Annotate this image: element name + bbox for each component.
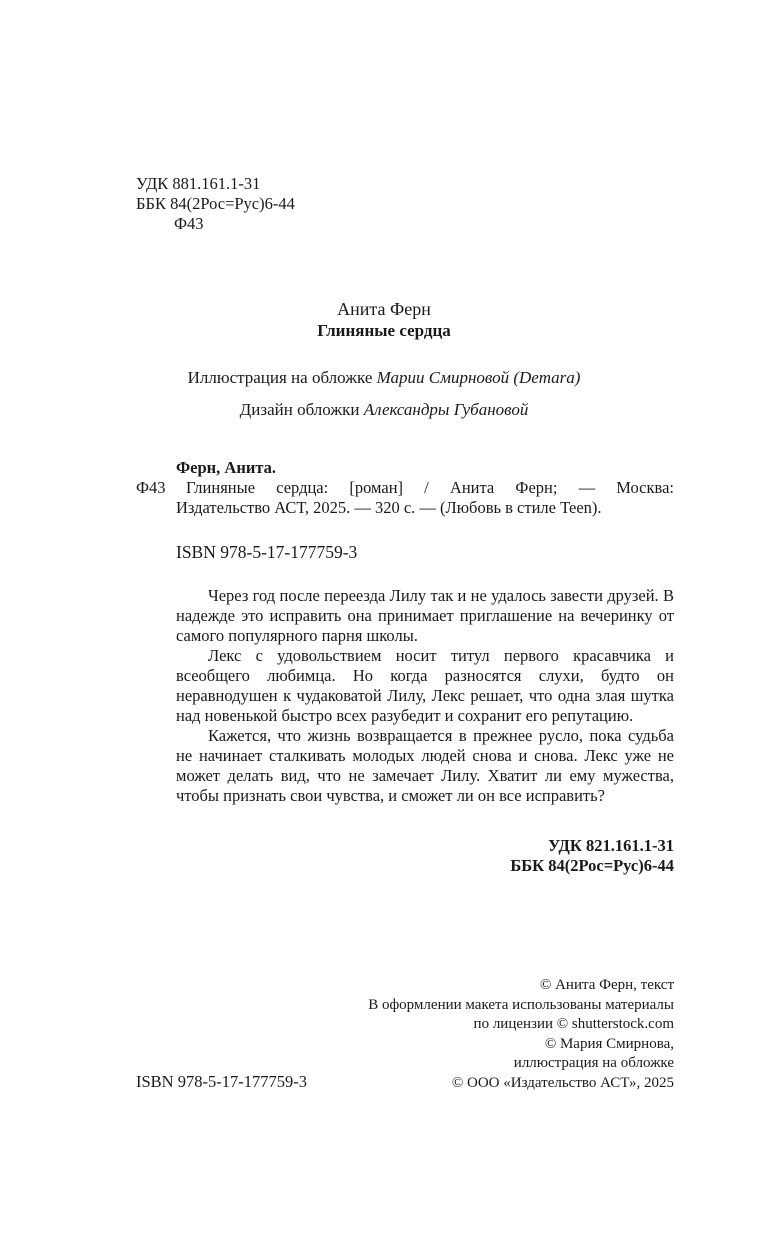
- illustrator-name: Марии Смирновой (Demara): [376, 368, 581, 387]
- copyright-line: по лицензии © shutterstock.com: [473, 1016, 674, 1032]
- copyright-line: иллюстрация на обложке: [513, 1055, 674, 1071]
- classification-bold: [176, 836, 674, 876]
- copyright-block: [300, 976, 674, 1093]
- udk-code-bold: УДК 821.161.1-31: [548, 836, 674, 855]
- catalog-sign: Ф43: [136, 478, 166, 497]
- annotation-paragraph: Через год после переезда Лилу так и не удалось завести друзей. В надежде это исправить она принимает приглашение на вечеринку от самого популярного парня школы.: [176, 586, 674, 645]
- catalog-line-1: Глиняные сердца: [роман] / Анита Ферн; — Москва:: [186, 478, 674, 497]
- design-label: Дизайн обложки: [239, 400, 364, 419]
- illustration-credit: [0, 368, 768, 388]
- copyright-line: © ООО «Издательство АСТ», 2025: [451, 1074, 674, 1091]
- designer-name: Александры Губановой: [363, 400, 529, 419]
- copyright-line: © Анита Ферн, текст: [539, 977, 674, 993]
- udk-code: УДК 881.161.1-31: [136, 174, 261, 193]
- catalog-line-2: Издательство АСТ, 2025. — 320 с. — (Любовь в стиле Teen).: [176, 498, 602, 517]
- catalog-isbn: ISBN 978-5-17-177759-3: [176, 542, 358, 562]
- author-sign: Ф43: [174, 214, 204, 233]
- copyright-line: В оформлении макета использованы материалы: [368, 996, 674, 1013]
- catalog-heading: Ферн, Анита.: [176, 458, 277, 477]
- copyright-line: © Мария Смирнова,: [544, 1035, 674, 1052]
- illustration-label: Иллюстрация на обложке: [187, 368, 377, 387]
- bbk-code-bold: ББК 84(2Рос=Рус)6-44: [510, 856, 674, 875]
- classification-block: [136, 174, 295, 234]
- annotation-paragraph: Лекс с удовольствием носит титул первого красавчика и всеобщего любимца. Но когда разносятся слухи, будто он неравнодушен к чудаковатой Лилу, Лекс решает, что одна злая шутка над новенькой быстро всех разубедит и сохранит его репутацию.: [176, 646, 674, 725]
- author-name: Анита Ферн: [337, 299, 431, 319]
- annotation: [176, 586, 674, 806]
- bottom-isbn: ISBN 978-5-17-177759-3: [136, 1072, 307, 1091]
- bbk-code: ББК 84(2Рос=Рус)6-44: [136, 194, 295, 213]
- design-credit: [0, 400, 768, 420]
- annotation-paragraph: Кажется, что жизнь возвращается в прежнее русло, пока судьба не начинает сталкивать молодых людей снова и снова. Лекс уже не может делать вид, что не замечает Лилу. Хватит ли ему мужества, чтобы признать свои чувства, и сможет ли он все исправить?: [176, 726, 674, 805]
- book-title: Глиняные сердца: [317, 321, 451, 340]
